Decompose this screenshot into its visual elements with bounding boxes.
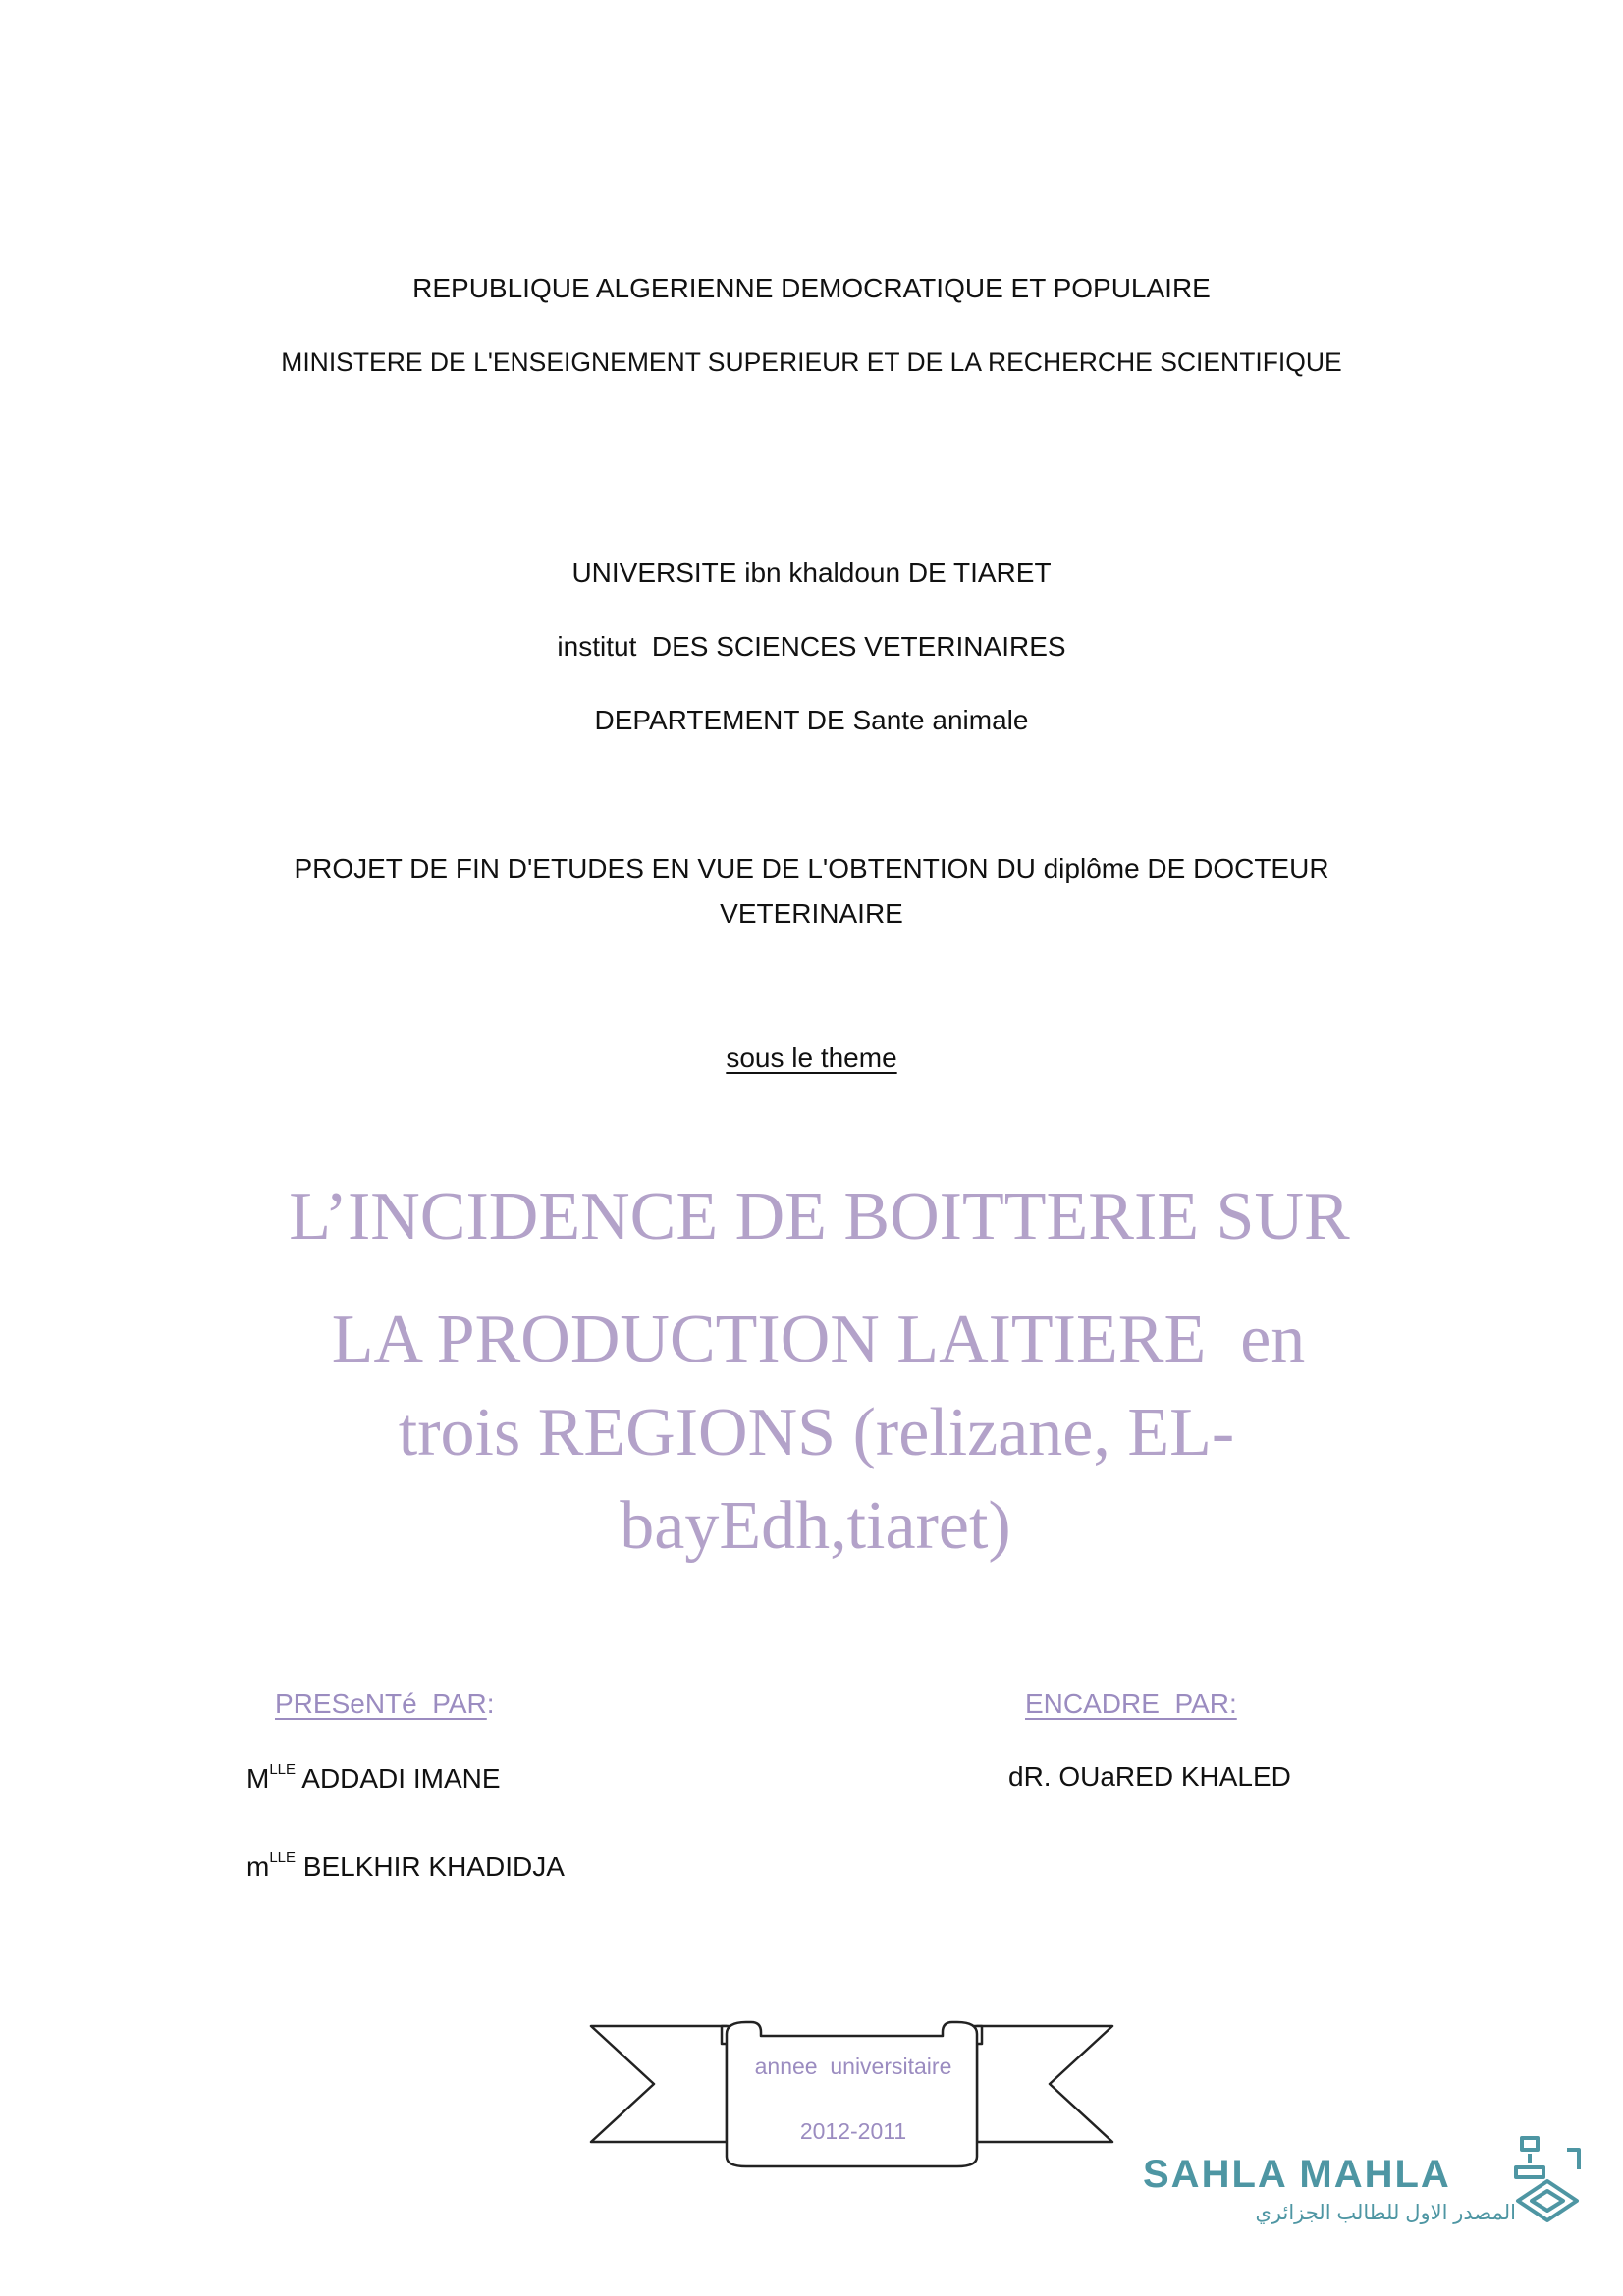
student-1-title-sup: LLE (269, 1761, 297, 1778)
academic-year-label: annee universitaire (754, 2054, 952, 2079)
presented-by-label (275, 1688, 495, 1720)
university-name: UNIVERSITE ibn khaldoun DE TIARET (571, 558, 1052, 588)
student-2-name: BELKHIR KHADIDJA (296, 1851, 565, 1882)
ministry-header: MINISTERE DE L'ENSEIGNEMENT SUPERIEUR ET DE LA RECHERCHE SCIENTIFIQUE (281, 347, 1342, 377)
student-name-2 (246, 1849, 565, 1883)
watermark-brand: SAHLA MAHLA (1143, 2153, 1451, 2196)
watermark-tagline: المصدر الاول للطالب الجزائري (1255, 2202, 1516, 2224)
supervisor-name: dR. OUaRED KHALED (1008, 1761, 1291, 1791)
presented-by-colon: : (486, 1688, 495, 1719)
theme-label (0, 1042, 1623, 1074)
student-1-prefix: M (246, 1763, 270, 1793)
republic-header: REPUBLIQUE ALGERIENNE DEMOCRATIQUE ET POPULAIRE (412, 273, 1211, 303)
thesis-title-line-2: LA PRODUCTION LAITIERE en (331, 1302, 1306, 1377)
academic-year-ribbon (589, 2014, 1114, 2171)
project-line-1: PROJET DE FIN D'ETUDES EN VUE DE L'OBTENTION DU diplôme DE DOCTEUR (294, 853, 1329, 883)
thesis-title-line-1: L’INCIDENCE DE BOITTERIE SUR (289, 1179, 1350, 1255)
thesis-title-line-4: bayEdh,tiaret) (620, 1488, 1011, 1564)
student-name-1 (246, 1761, 501, 1794)
supervised-by-label (1025, 1688, 1237, 1720)
department-name: DEPARTEMENT DE Sante animale (594, 705, 1029, 735)
student-2-prefix: m (246, 1851, 270, 1882)
student-1-name: ADDADI IMANE (296, 1763, 501, 1793)
supervised-by-text: ENCADRE PAR: (1025, 1688, 1237, 1719)
institute-name: institut DES SCIENCES VETERINAIRES (557, 631, 1066, 662)
academic-year-value: 2012-2011 (799, 2118, 907, 2144)
watermark-emblem-icon (1508, 2130, 1587, 2238)
theme-label-text: sous le theme (726, 1042, 897, 1073)
student-2-title-sup: LLE (269, 1849, 297, 1866)
project-line-2: VETERINAIRE (720, 898, 903, 929)
thesis-title-line-3: trois REGIONS (relizane, EL- (398, 1395, 1235, 1470)
presented-by-text: PRESeNTé PAR (275, 1688, 487, 1719)
